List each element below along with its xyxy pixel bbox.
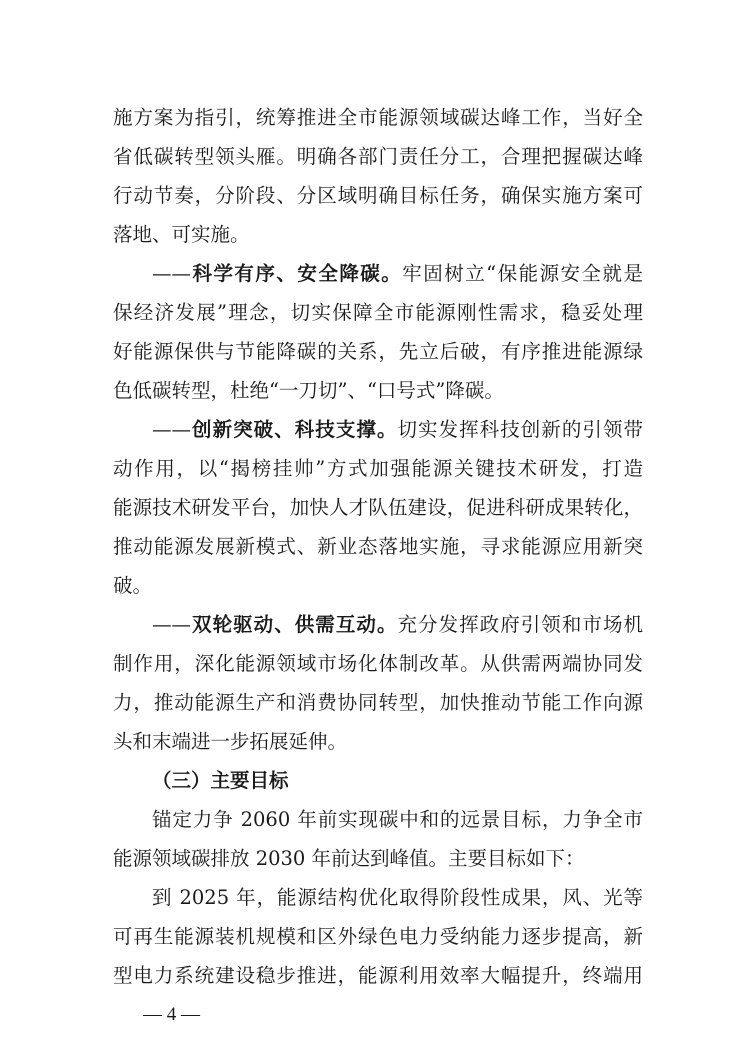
text-line: 能源领域碳排放 2030 年前达到峰值。主要目标如下： (113, 847, 585, 870)
text-line: 制作用，深化能源领域市场化体制改革。从供需两端协同发 (113, 652, 643, 675)
text-line: 头和末端进一步拓展延伸。 (113, 730, 348, 753)
text-line: 省低碳转型领头雁。明确各部门责任分工，合理把握碳达峰 (113, 145, 643, 168)
text-line: 力，推动能源生产和消费协同转型，加快推动节能工作向源 (113, 691, 643, 714)
principle-title: 双轮驱动、供需互动。 (191, 613, 398, 636)
text-line: 落地、可实施。 (113, 223, 250, 246)
text-fragment: 充分发挥政府引领和市场机 (397, 613, 643, 636)
text-line: 动作用，以“揭榜挂帅”方式加强能源关键技术研发，打造 (113, 457, 643, 480)
text-line: 色低碳转型，杜绝“一刀切”、“口号式”降碳。 (113, 379, 504, 402)
principle-title: 创新突破、科技支撑。 (191, 418, 398, 441)
text-line: 施方案为指引，统筹推进全市能源领域碳达峰工作，当好全 (113, 106, 643, 129)
text-line: 行动节奏，分阶段、分区域明确目标任务，确保实施方案可 (113, 184, 643, 207)
text-fragment: 切实发挥科技创新的引领带 (397, 418, 643, 441)
em-dash: —— (152, 262, 191, 285)
text-line (113, 605, 643, 644)
em-dash: —— (152, 418, 191, 441)
text-line (113, 410, 643, 449)
text-line (113, 254, 643, 293)
text-line: 到 2025 年，能源结构优化取得阶段性成果，风、光等 (152, 886, 643, 909)
text-line: 好能源保供与节能降碳的关系，先立后破，有序推进能源绿 (113, 340, 643, 363)
text-line: 锚定力争 2060 年前实现碳中和的远景目标，力争全市 (152, 808, 643, 831)
page-number: — 4 — (143, 1004, 200, 1025)
text-line: 能源技术研发平台，加快人才队伍建设，促进科研成果转化， (113, 496, 643, 519)
text-line: 破。 (113, 574, 153, 597)
text-fragment: 牢固树立“保能源安全就是 (402, 262, 643, 285)
text-line: 可再生能源装机规模和区外绿色电力受纳能力逐步提高，新 (113, 925, 643, 948)
document-body (113, 98, 643, 995)
text-line: 推动能源发展新模式、新业态落地实施，寻求能源应用新突 (113, 535, 643, 558)
text-line: 型电力系统建设稳步推进，能源利用效率大幅提升，终端用 (113, 964, 643, 987)
text-line: 保经济发展”理念，切实保障全市能源刚性需求，稳妥处理 (113, 301, 643, 324)
em-dash: —— (152, 613, 191, 636)
principle-title: 科学有序、安全降碳。 (191, 262, 403, 285)
section-heading: （三）主要目标 (152, 769, 289, 792)
